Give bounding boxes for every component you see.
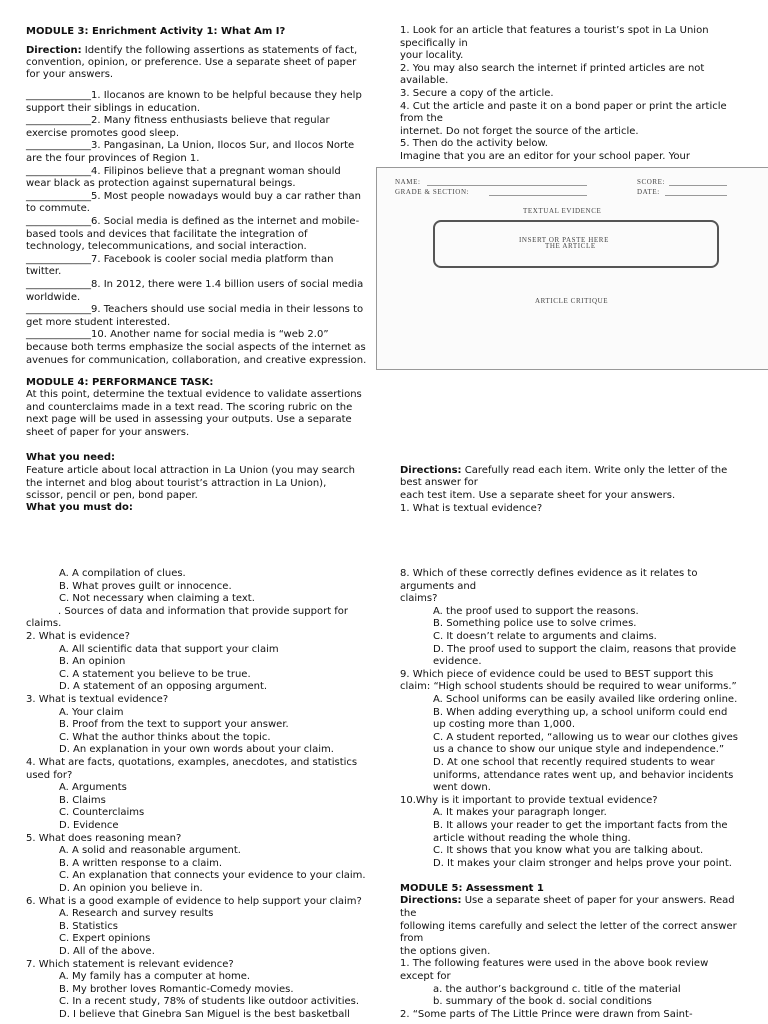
text-line: _____________10. Another name for social media is “web 2.0” [26, 329, 329, 341]
figure-textual-evidence: TEXTUAL EVIDENCE [523, 207, 602, 215]
text-line: twitter. [26, 266, 62, 278]
directions-line: each test item. Use a separate sheet for your answers. [400, 490, 676, 501]
text-line: C. A student reported, “allowing us to wear our clothes gives [433, 731, 739, 743]
text-line: from the [400, 113, 443, 125]
text-line: claims? [400, 593, 438, 605]
text-line: worldwide. [26, 291, 81, 303]
what-you-must-do-title: What you must do: [26, 502, 133, 513]
text-line: except for [400, 971, 451, 982]
text-line: avenues for communication, collaboration, and creative expression. [26, 354, 367, 366]
module3-direction-line: for your answers. [26, 69, 114, 80]
text-line: . Sources of data and information that provide support for [58, 605, 349, 617]
text-line: 2. What is evidence? [26, 631, 130, 642]
text-line: 1. The following features were used in the above book review [400, 958, 709, 970]
text-line: B. It allows your reader to get the important facts from the [433, 820, 728, 831]
text-line: D. The proof used to support the claim, reasons that provide [433, 643, 737, 655]
text-line: b. summary of the book d. social conditions [433, 996, 652, 1008]
text-line: next page will be used in assessing your outputs. Use a separate [26, 414, 352, 425]
text-line: _____________1. Ilocanos are known to be helpful because they help [26, 90, 362, 101]
question-1: 1. What is textual evidence? [400, 503, 543, 514]
text-line: B. Proof from the text to support your answer. [59, 719, 289, 731]
figure-date-label: DATE: [637, 188, 660, 196]
text-line: get more student interested. [26, 316, 171, 328]
text-line: D. It makes your claim stronger and helps prove your point. [433, 857, 732, 869]
text-line: 7. Which statement is relevant evidence? [26, 958, 234, 970]
text-line: B. Statistics [59, 920, 118, 932]
text-line: 2. You may also search the internet if printed articles are not [400, 62, 705, 74]
text-line: 5. What does reasoning mean? [26, 832, 182, 844]
text-line: 5. Then do the activity below. [400, 138, 548, 150]
text-line: D. An explanation in your own words about your claim. [59, 744, 334, 756]
directions-line: best answer for [400, 477, 478, 488]
figure-score-label: SCORE: [637, 178, 666, 186]
text-line: 10.Why is it important to provide textual evidence? [400, 794, 658, 806]
text-line: wear black as protection against supernatural beings. [26, 178, 296, 190]
text-line: A. All scientific data that support your claim [59, 643, 279, 655]
name-blank-line [427, 185, 587, 186]
text-line: 1. Look for an article that features a tourist’s spot in La Union [400, 25, 709, 36]
text-line: 4. Cut the article and paste it on a bond paper or print the article [400, 100, 727, 112]
text-line: C. A statement you believe to be true. [59, 668, 251, 680]
text-line: a. the author’s background c. title of the material [433, 983, 681, 995]
figure-name-label: NAME: [395, 178, 421, 186]
text-line: claims. [26, 618, 62, 630]
directions-label: Directions: [400, 465, 462, 476]
text-line: C. Counterclaims [59, 807, 145, 819]
text-line: _____________5. Most people nowadays would buy a car rather than [26, 190, 362, 202]
what-you-need-title: What you need: [26, 452, 115, 463]
text-line: A. Research and survey results [59, 908, 214, 920]
text-line: C. It shows that you know what you are talking about. [433, 845, 704, 857]
text-line: D. A statement of an opposing argument. [59, 681, 268, 693]
figure-grade-label: GRADE & SECTION: [395, 188, 470, 196]
text-line: based tools and devices that facilitate the integration of [26, 228, 308, 240]
text-line: C. Not necessary when claiming a text. [59, 593, 255, 605]
text-line: _____________3. Pangasinan, La Union, Ilocos Sur, and Ilocos Norte [26, 140, 355, 152]
text-line: went down. [433, 782, 491, 794]
text-line: A. School uniforms can be easily availed like ordering online. [433, 694, 738, 705]
text-line: B. Something police use to solve crimes. [433, 618, 637, 630]
insert-label: INSERT OR PASTE HERE [519, 236, 609, 244]
text-line: to commute. [26, 203, 90, 215]
text-line: exercise promotes good sleep. [26, 127, 180, 139]
text-line: the [400, 908, 417, 919]
text-line: C. It doesn’t relate to arguments and claims. [433, 631, 657, 642]
text-line: At this point, determine the textual evidence to validate assertions [26, 389, 362, 400]
text-line: internet. Do not forget the source of the article. [400, 125, 639, 137]
text-line: 3. Secure a copy of the article. [400, 88, 554, 99]
direction-text: Identify the following assertions as statements of fact, [81, 45, 358, 56]
text-line: from [400, 933, 424, 945]
module3-title: MODULE 3: Enrichment Activity 1: What Am I? [26, 26, 286, 37]
text-line: _____________2. Many fitness enthusiasts believe that regular [26, 115, 330, 127]
text-line: because both terms emphasize the social aspects of the internet as [26, 342, 366, 353]
text-line: _____________9. Teachers should use social media in their lessons to [26, 304, 364, 316]
text-line: claim: “High school students should be required to wear uniforms.” [400, 681, 737, 693]
text-line: _____________6. Social media is defined as the internet and mobile- [26, 216, 360, 227]
text-line: D. Evidence [59, 820, 119, 831]
text-line: are the four provinces of Region 1. [26, 153, 200, 164]
text-line: the internet and blog about tourist’s attraction in La Union), [26, 477, 327, 489]
text-line: C. Expert opinions [59, 933, 151, 945]
text-line: A. Your claim [59, 706, 124, 718]
text-line: 4. What are facts, quotations, examples, anecdotes, and statistics [26, 757, 358, 768]
text-line: _____________8. In 2012, there were 1.4 billion users of social media [26, 279, 364, 290]
text-line: C. What the author thinks about the topic. [59, 731, 271, 743]
text-line: D. All of the above. [59, 946, 155, 957]
module5-directions-label: Directions: [400, 895, 462, 906]
text-line: uniforms, attendance rates went up, and behavior incidents [433, 769, 734, 781]
text-line: A. A solid and reasonable argument. [59, 845, 241, 857]
text-line: _____________7. Facebook is cooler social media platform than [26, 253, 334, 265]
text-line: B. What proves guilt or innocence. [59, 580, 232, 592]
text-line: sheet of paper for your answers. [26, 426, 190, 438]
text-line: B. My brother loves Romantic-Comedy movies. [59, 983, 294, 995]
date-blank-line [665, 195, 727, 196]
text-line: 8. Which of these correctly defines evidence as it relates to [400, 568, 698, 579]
module3-direction [26, 45, 357, 57]
text-line: article without reading the whole thing. [433, 832, 631, 844]
text-line: C. In a recent study, 78% of students like outdoor activities. [59, 996, 360, 1008]
text-line: available. [400, 75, 449, 87]
text-line: 2. “Some parts of The Little Prince were drawn from Saint- [400, 1008, 693, 1020]
text-line: C. An explanation that connects your evidence to your claim. [59, 870, 366, 882]
text-line: 6. What is a good example of evidence to help support your claim? [26, 895, 362, 907]
text-line: arguments and [400, 580, 477, 592]
text-line: D. At one school that recently required students to wear [433, 757, 715, 768]
score-blank-line [669, 185, 727, 186]
module3-direction-line: convention, opinion, or preference. Use a separate sheet of paper [26, 57, 357, 68]
worksheet-figure [376, 167, 768, 370]
text-line: Imagine that you are an editor for your school paper. Your [400, 151, 690, 162]
text-line: 3. What is textual evidence? [26, 694, 169, 705]
text-line: A. It makes your paragraph longer. [433, 807, 607, 819]
text-line: your locality. [400, 50, 464, 62]
text-line: A. the proof used to support the reasons. [433, 605, 639, 617]
text-line: D. An opinion you believe in. [59, 883, 203, 894]
text-line: scissor, pencil or pen, bond paper. [26, 490, 198, 501]
text-line: B. A written response to a claim. [59, 857, 223, 869]
text-line: and counterclaims made in a text read. The scoring rubric on the [26, 401, 353, 413]
text-line: B. When adding everything up, a school uniform could end [433, 706, 728, 718]
text-line: A. Arguments [59, 782, 127, 794]
text-line: evidence. [433, 656, 482, 668]
module4-title: MODULE 4: PERFORMANCE TASK: [26, 377, 214, 388]
directions-line [400, 465, 727, 477]
text-line: B. An opinion [59, 656, 126, 668]
grade-blank-line [489, 195, 587, 196]
text-line: A. A compilation of clues. [59, 568, 186, 579]
text-line: following items carefully and select the letter of the correct answer [400, 920, 737, 932]
text-line: _____________4. Filipinos believe that a pregnant woman should [26, 165, 341, 177]
text-line: specifically in [400, 37, 468, 49]
direction-label: Direction: [26, 45, 82, 56]
module5-directions [400, 895, 735, 907]
text-line: support their siblings in education. [26, 102, 201, 114]
text-line: used for? [26, 769, 73, 781]
text-line: D. I believe that Ginebra San Miguel is the best basketball [59, 1009, 350, 1020]
module5-directions-text: Use a separate sheet of paper for your answers. Read [461, 895, 735, 906]
text-line: A. My family has a computer at home. [59, 971, 251, 983]
module5-title: MODULE 5: Assessment 1 [400, 883, 544, 894]
insert-label-2: THE ARTICLE [545, 242, 596, 250]
text-line: 9. Which piece of evidence could be used to BEST support this [400, 668, 714, 680]
directions-text: Carefully read each item. Write only the letter of the [461, 465, 728, 476]
text-line: up costing more than 1,000. [433, 719, 576, 731]
text-line: B. Claims [59, 794, 106, 806]
text-line: Feature article about local attraction in La Union (you may search [26, 465, 355, 476]
text-line: us a chance to show our unique style and independence.” [433, 744, 725, 756]
figure-article-critique: ARTICLE CRITIQUE [535, 297, 609, 305]
text-line: the options given. [400, 945, 491, 957]
text-line: technology, telecommunications, and social interaction. [26, 241, 307, 253]
